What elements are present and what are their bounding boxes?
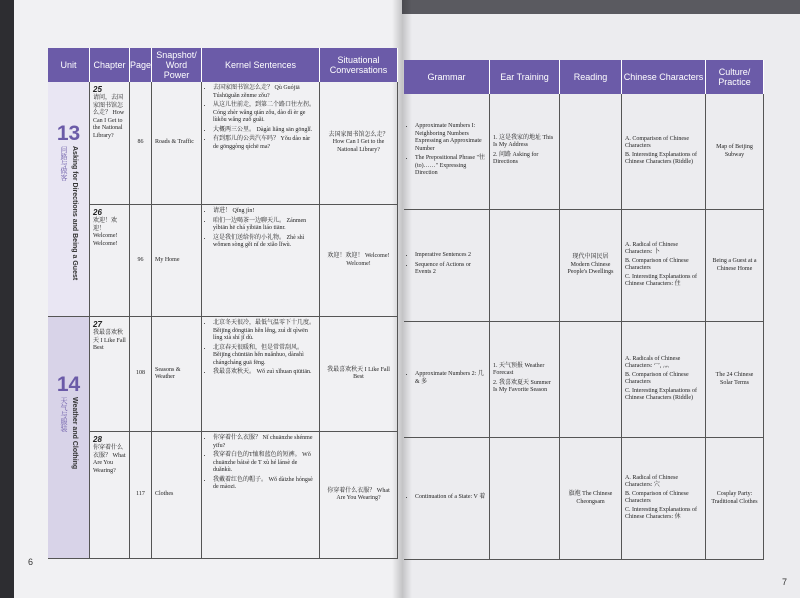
grammar-cell: [404, 438, 490, 560]
kernel-list: [205, 85, 316, 151]
characters-item: A. Radical of Chinese Characters: 穴: [625, 474, 678, 488]
situational-cell: 我最喜欢秋天 I Like Fall Best: [320, 317, 398, 432]
unit-english-title: Asking for Directions and Being a Guest: [71, 146, 78, 281]
grammar-item: • Approximate Numbers 2: 几 & 多: [415, 371, 486, 386]
header-chapter: Chapter: [90, 48, 130, 82]
page-cell: 108: [130, 317, 152, 432]
header-ear-training: Ear Training: [490, 60, 560, 94]
header-unit: Unit: [48, 48, 90, 82]
header-page: Page: [130, 48, 152, 82]
page-cell: 86: [130, 82, 152, 205]
characters-item: B. Interesting Explanations of Chinese Characters (Riddle): [625, 151, 697, 165]
characters-item: B. Comparison of Chinese Characters: [625, 371, 689, 385]
situational-cell: 去国家图书馆怎么走？ How Can I Get to the National Library?: [320, 82, 398, 205]
kernel-sentence: • 这是我们送给你的小礼物。 Zhè shì wǒmen sòng gěi nǐ de xiǎo lǐwù.: [213, 235, 316, 250]
reading-cell: 现代中国民居 Modern Chinese People's Dwellings: [560, 210, 622, 322]
culture-cell: The 24 Chinese Solar Terms: [706, 322, 764, 438]
characters-cell: [622, 210, 706, 322]
kernel-sentence: • 请进！ Qǐng jìn!: [213, 208, 316, 216]
grammar-list: [407, 123, 486, 180]
grammar-cell: [404, 210, 490, 322]
grammar-item: • Approximate Numbers I: Neighboring Numbers Expressing an Approximate Number: [415, 123, 486, 153]
page-number-left: 6: [28, 557, 34, 567]
grammar-item: • The Prepositional Phrase "往(to)……" Expressing Direction: [415, 155, 486, 178]
grammar-list: [407, 371, 486, 388]
header-snapshot: Snapshot/ Word Power: [152, 48, 202, 82]
unit-number: 13: [56, 122, 81, 145]
kernel-sentence: • 咱们一边喝茶一边聊天儿。 Zánmen yìbiān hē chá yìbiān liáo tiānr.: [213, 218, 316, 233]
kernel-list: [205, 435, 316, 492]
characters-item: C. Interesting Explanations of Chinese Characters: 住: [625, 273, 697, 287]
chapter-title: 请问，去国家图书馆怎么走？ How Can I Get to the National Library?: [93, 95, 125, 139]
snapshot-cell: Roads & Traffic: [152, 82, 202, 205]
chapter-number: 25: [93, 85, 102, 94]
grammar-list: [407, 494, 485, 504]
kernel-cell: [202, 82, 320, 205]
unit-14: [48, 317, 90, 559]
culture-cell: Being a Guest at a Chinese Home: [706, 210, 764, 322]
header-grammar: Grammar: [404, 60, 490, 94]
page-cell: 96: [130, 205, 152, 317]
kernel-cell: [202, 317, 320, 432]
kernel-list: [205, 208, 316, 250]
ear-item: 2. 问路 Asking for Directions: [493, 151, 539, 165]
culture-cell: Map of Beijing Subway: [706, 94, 764, 210]
kernel-sentence: • 北京冬天很冷，最低气温零下十几度。 Běijīng dōngtiān hěn lěng, zuì dī qìwēn líng xià shí jǐ dù.: [213, 320, 316, 343]
grammar-list: [407, 252, 486, 279]
kernel-sentence: • 我最喜欢秋天。 Wǒ zuì xǐhuan qiūtiān.: [213, 369, 316, 377]
snapshot-cell: My Home: [152, 205, 202, 317]
characters-item: A. Radical of Chinese Characters: 卜: [625, 241, 678, 255]
characters-item: A. Radicals of Chinese Characters: 冖, 灬: [625, 355, 681, 369]
kernel-list: [205, 320, 316, 377]
chapter-cell: [90, 432, 130, 559]
grammar-cell: [404, 322, 490, 438]
culture-cell: Cosplay Party: Traditional Clothes: [706, 438, 764, 560]
unit-chinese-title: 问路与做客: [60, 146, 68, 181]
characters-item: C. Interesting Explanations of Chinese Characters: 休: [625, 506, 697, 520]
kernel-sentence: • 去国家图书馆怎么走？ Qù Guójiā Túshūguǎn zěnme zǒu?: [213, 85, 316, 100]
characters-cell: [622, 94, 706, 210]
header-reading: Reading: [560, 60, 622, 94]
kernel-sentence: • 大概两三公里。 Dàgài liǎng sān gōnglǐ.: [213, 127, 316, 135]
chapter-number: 28: [93, 435, 102, 444]
grammar-item: • Imperative Sentences 2: [415, 252, 486, 260]
reading-cell: 旗袍 The Chinese Cheongsam: [560, 438, 622, 560]
header-culture: Culture/ Practice: [706, 60, 764, 94]
ear-training-cell: [490, 210, 560, 322]
snapshot-cell: Clothes: [152, 432, 202, 559]
page-number-right: 7: [782, 577, 788, 587]
chapter-cell: [90, 205, 130, 317]
chapter-title: 你穿着什么衣服？ What Are You Wearing?: [93, 445, 126, 474]
header-situational: Situational Conversations: [320, 48, 398, 82]
characters-item: B. Comparison of Chinese Characters: [625, 257, 689, 271]
chapter-number: 27: [93, 320, 102, 329]
kernel-sentence: • 有到那儿的公共汽车吗？ Yǒu dào nàr de gōnggòng qìchē ma?: [213, 136, 316, 151]
chapter-cell: [90, 82, 130, 205]
ear-training-cell: [490, 94, 560, 210]
characters-item: C. Interesting Explanations of Chinese Characters (Riddle): [625, 387, 697, 401]
unit-english-title: Weather and Clothing: [71, 397, 78, 470]
unit-13: [48, 82, 90, 317]
unit-chinese-title: 天气与服装: [60, 397, 68, 432]
ear-training-cell: [490, 438, 560, 560]
grammar-item: • Continuation of a State: V 着: [415, 494, 485, 502]
chapter-title: 我最喜欢秋天 I Like Fall Best: [93, 330, 126, 351]
snapshot-cell: Seasons & Weather: [152, 317, 202, 432]
chapter-cell: [90, 317, 130, 432]
header-characters: Chinese Characters: [622, 60, 706, 94]
unit-number: 14: [56, 373, 81, 396]
book-edge: [0, 0, 14, 598]
header-kernel: Kernel Sentences: [202, 48, 320, 82]
kernel-cell: [202, 432, 320, 559]
ear-training-cell: [490, 322, 560, 438]
kernel-sentence: • 北京春天很暖和，但是常常刮风。 Běijīng chūntiān hěn nuǎnhuo, dànshì chángcháng guā fēng.: [213, 345, 316, 368]
situational-cell: 你穿着什么衣服？ What Are You Wearing?: [320, 432, 398, 559]
grammar-cell: [404, 94, 490, 210]
page-cell: 117: [130, 432, 152, 559]
kernel-sentence: • 从这儿往前走，到第二个路口往左拐。 Cóng zhèr wǎng qián zǒu, dào dì èr ge lùkǒu wǎng zuǒ guǎi.: [213, 102, 316, 125]
reading-cell: [560, 94, 622, 210]
ear-item: 1. 这是我家的地址 This Is My Address: [493, 134, 554, 148]
chapter-number: 26: [93, 208, 102, 217]
top-edge: [402, 0, 800, 14]
situational-cell: 欢迎！欢迎！ Welcome! Welcome!: [320, 205, 398, 317]
reading-cell: [560, 322, 622, 438]
kernel-sentence: • 我戴着红色的帽子。 Wǒ dàizhe hóngsè de màozi.: [213, 477, 316, 492]
characters-cell: [622, 438, 706, 560]
characters-item: A. Comparison of Chinese Characters: [625, 135, 689, 149]
kernel-sentence: • 你穿着什么衣服？ Nǐ chuānzhe shénme yīfu?: [213, 435, 316, 450]
kernel-cell: [202, 205, 320, 317]
ear-item: 2. 我喜欢夏天 Summer Is My Favorite Season: [493, 379, 551, 393]
ear-item: 1. 天气预报 Weather Forecast: [493, 362, 545, 376]
characters-item: B. Comparison of Chinese Characters: [625, 490, 689, 504]
characters-cell: [622, 322, 706, 438]
kernel-sentence: • 我穿着白色的T恤和蓝色的短裤。 Wǒ chuānzhe báisè de T xù hé lánsè de duǎnkù.: [213, 452, 316, 475]
chapter-title: 欢迎！欢迎！ Welcome! Welcome!: [93, 218, 118, 247]
grammar-item: • Sequence of Actions or Events 2: [415, 262, 486, 277]
